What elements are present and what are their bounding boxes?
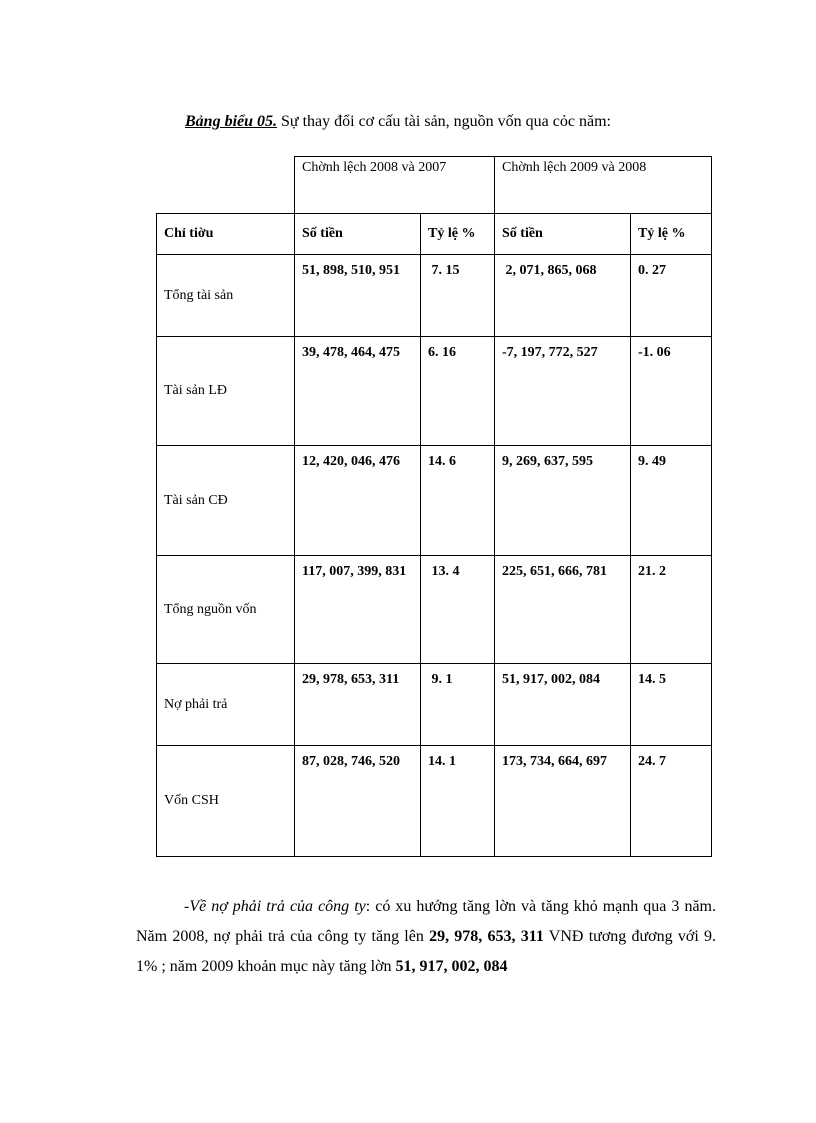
change-table (156, 156, 712, 857)
pct-2009-2008: 14. 5 (631, 664, 712, 746)
table-row (157, 556, 712, 664)
table-row (157, 664, 712, 746)
pct-2008-2007: 14. 6 (421, 446, 495, 556)
amount-2009-2008: 225, 651, 666, 781 (495, 556, 631, 664)
pct-2009-2008: 0. 27 (631, 255, 712, 337)
table-row (157, 446, 712, 556)
pct-2009-2008: -1. 06 (631, 337, 712, 446)
group-header-1: Chờnh lệch 2008 và 2007 (295, 157, 495, 214)
group-header-row (157, 157, 712, 214)
row-label: Tổng nguồn vốn (157, 556, 295, 664)
table-row (157, 746, 712, 857)
amount-2009-2008: 51, 917, 002, 084 (495, 664, 631, 746)
pct-2008-2007: 7. 15 (421, 255, 495, 337)
amount-2009-2008: 9, 269, 637, 595 (495, 446, 631, 556)
pct-2009-2008: 9. 49 (631, 446, 712, 556)
amount-2008-2007: 51, 898, 510, 951 (295, 255, 421, 337)
paragraph-amount-1: 29, 978, 653, 311 (429, 928, 544, 945)
col-header-pct-2: Tỷ lệ % (631, 214, 712, 255)
pct-2008-2007: 9. 1 (421, 664, 495, 746)
col-header-pct-1: Tỷ lệ % (421, 214, 495, 255)
pct-2009-2008: 21. 2 (631, 556, 712, 664)
pct-2008-2007: 6. 16 (421, 337, 495, 446)
paragraph-amount-2: 51, 917, 002, 084 (395, 958, 508, 975)
column-header-row (157, 214, 712, 255)
empty-corner (157, 157, 295, 214)
caption-label: Bảng biểu 05. (185, 113, 278, 130)
amount-2009-2008: 2, 071, 865, 068 (495, 255, 631, 337)
amount-2008-2007: 29, 978, 653, 311 (295, 664, 421, 746)
table-caption (185, 113, 611, 131)
group-header-2: Chờnh lệch 2009 và 2008 (495, 157, 712, 214)
paragraph-lead: -Về nợ phải trả của công ty (184, 898, 366, 915)
row-label: Tài sản LĐ (157, 337, 295, 446)
col-header-indicator: Chỉ tiờu (157, 214, 295, 255)
paragraph-text-1: : có xu hướng tăng lờn và tăng khỏ mạnh qua 3 năm. Năm 2008, nợ phải trả của công ty tăng lên (136, 898, 716, 945)
row-label: Vốn CSH (157, 746, 295, 857)
row-label: Tổng tài sản (157, 255, 295, 337)
amount-2008-2007: 12, 420, 046, 476 (295, 446, 421, 556)
row-label: Tài sản CĐ (157, 446, 295, 556)
col-header-amount-2: Số tiền (495, 214, 631, 255)
amount-2008-2007: 117, 007, 399, 831 (295, 556, 421, 664)
pct-2008-2007: 13. 4 (421, 556, 495, 664)
caption-text: Sự thay đổi cơ cấu tài sản, nguồn vốn qua cỏc năm: (277, 113, 611, 130)
amount-2009-2008: -7, 197, 772, 527 (495, 337, 631, 446)
table-row (157, 255, 712, 337)
pct-2009-2008: 24. 7 (631, 746, 712, 857)
table-row (157, 337, 712, 446)
amount-2008-2007: 87, 028, 746, 520 (295, 746, 421, 857)
amount-2008-2007: 39, 478, 464, 475 (295, 337, 421, 446)
paragraph-text-2: VNĐ tương đương với 9. 1% ; năm 2009 khoản mục này tăng lờn (136, 928, 716, 975)
pct-2008-2007: 14. 1 (421, 746, 495, 857)
col-header-amount-1: Số tiền (295, 214, 421, 255)
amount-2009-2008: 173, 734, 664, 697 (495, 746, 631, 857)
body-paragraph (136, 892, 716, 982)
row-label: Nợ phải trả (157, 664, 295, 746)
